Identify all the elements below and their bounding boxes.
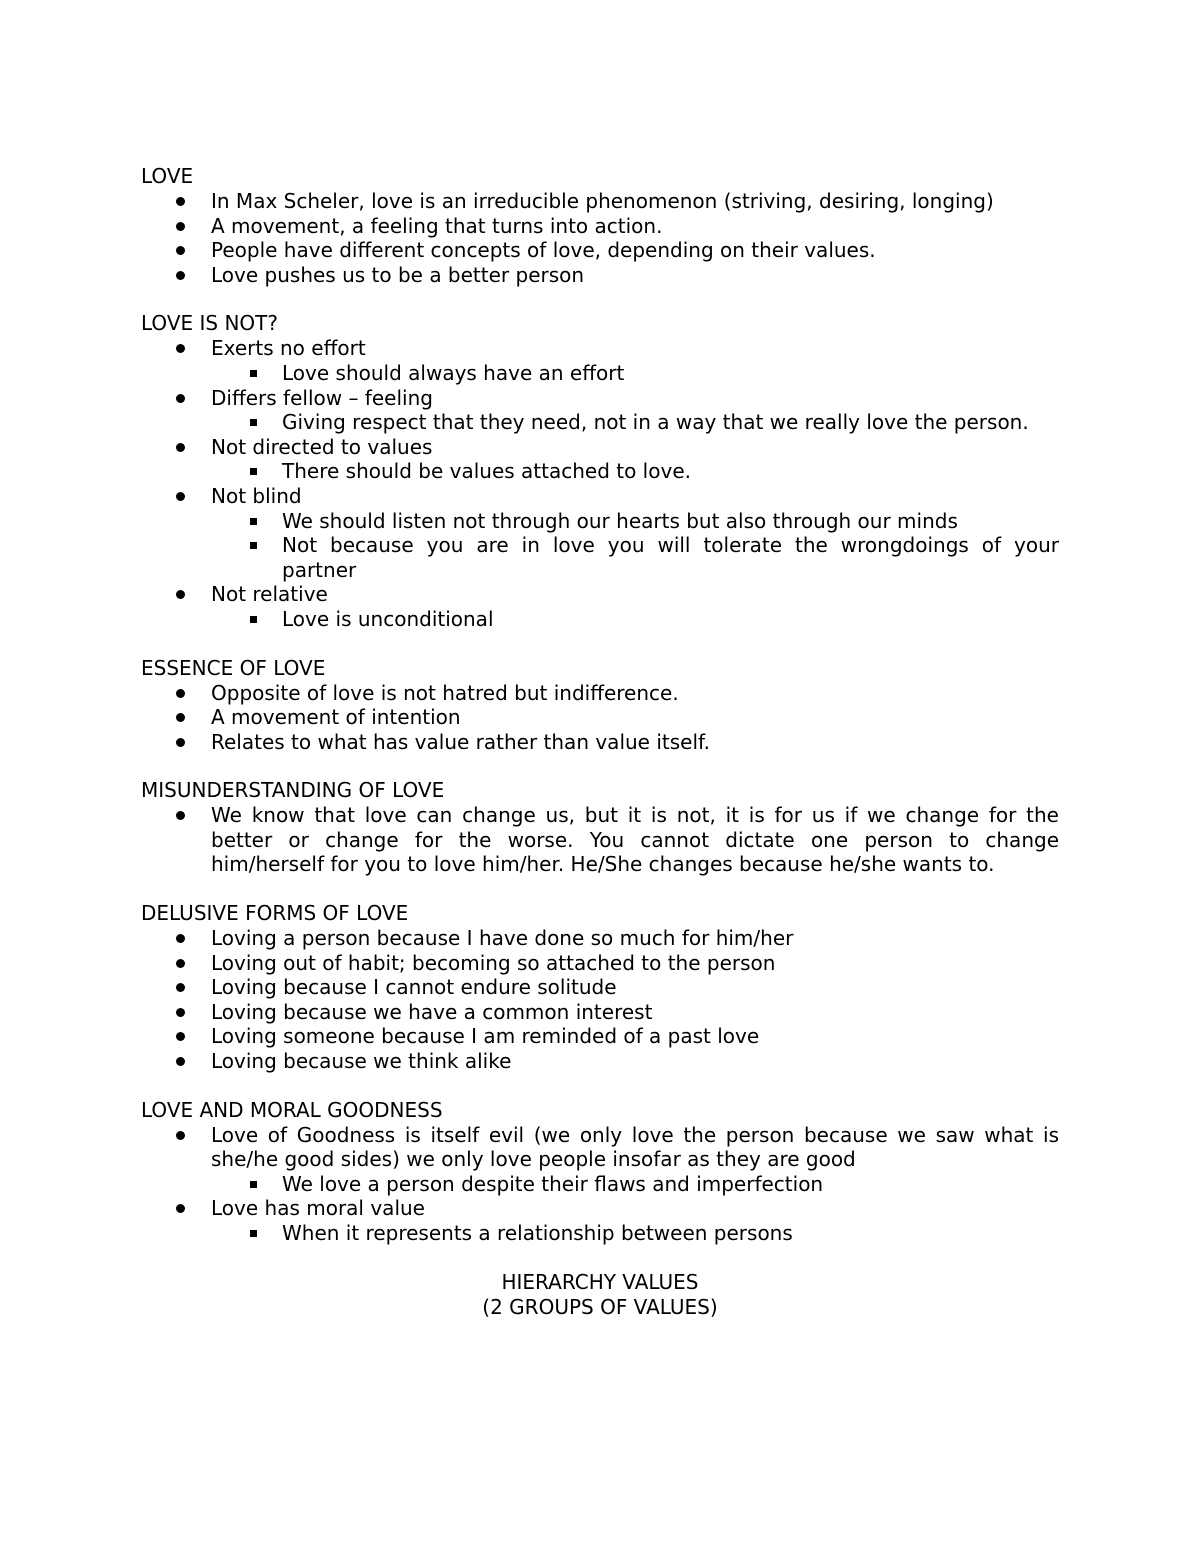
bullet-icon [176,934,185,943]
sub-list [141,607,1059,632]
bullet-icon [176,394,185,403]
list-item: A movement of intention [141,705,1059,730]
list-item: Relates to what has value rather than value itself. [141,730,1059,755]
section-heading: ESSENCE OF LOVE [141,655,326,680]
list-item: Not directed to values There should be values attached to love. [141,435,1059,484]
section-heading: LOVE [141,164,194,188]
list-item: Not relative Love is unconditional [141,582,1059,631]
bullet-icon [176,1131,185,1140]
bullet-icon [176,1032,185,1041]
hierarchy-subtitle: (2 GROUPS OF VALUES) [482,1294,718,1319]
list-item: Loving because we think alike [141,1049,1059,1074]
list-item: Loving out of habit; becoming so attached to the person [141,951,1059,976]
list-item: Love has moral value When it represents a relationship between persons [141,1196,1059,1245]
list-item: People have different concepts of love, depending on their values. [141,238,1059,263]
sub-list-item: Not because you are in love you will tolerate the wrongdoings of your partner [211,533,1059,582]
list-item: Loving because I cannot endure solitude [141,975,1059,1000]
square-bullet-icon [250,518,257,525]
bullet-icon [176,222,185,231]
document-page [141,164,1059,1320]
sub-list-item: Love is unconditional [211,607,1059,632]
section-heading: MISUNDERSTANDING OF LOVE [141,778,445,803]
bullet-list [141,926,1059,1074]
bullet-icon [176,443,185,452]
bullet-icon [176,1057,185,1066]
list-item: Exerts no effort Love should always have an effort [141,336,1059,385]
bullet-icon [176,246,185,255]
sub-list-item: When it represents a relationship between persons [211,1221,1059,1246]
hierarchy-title: HIERARCHY VALUES [501,1269,699,1294]
section-delusive-forms-of-love [141,901,1059,1074]
bullet-icon [176,1008,185,1017]
sub-list-item: We should listen not through our hearts but also through our minds [211,509,1059,534]
sub-list [141,410,1059,435]
list-item: Loving a person because I have done so much for him/her [141,926,1059,951]
bullet-list [141,1123,1059,1246]
list-item: Not blind We should listen not through our hearts but also through our minds Not because you are in love you will tolerate the wrongdoings of your partner [141,484,1059,582]
list-item: Differs fellow – feeling Giving respect that they need, not in a way that we really love the person. [141,386,1059,435]
bullet-list [141,803,1059,877]
sub-list-item: Giving respect that they need, not in a way that we really love the person. [211,410,1059,435]
list-item: Loving someone because I am reminded of a past love [141,1024,1059,1049]
square-bullet-icon [250,1181,257,1188]
sub-list [141,1172,1059,1197]
section-misunderstanding-of-love [141,778,1059,877]
list-item: Loving because we have a common interest [141,1000,1059,1025]
list-item: Love pushes us to be a better person [141,263,1059,288]
bullet-icon [176,492,185,501]
sub-list-item: There should be values attached to love. [211,459,1059,484]
square-bullet-icon [250,468,257,475]
bullet-list [141,336,1059,631]
section-love-and-moral-goodness [141,1098,1059,1246]
bullet-list [141,681,1059,755]
sub-list-item: Love should always have an effort [211,361,1059,386]
sub-list [141,459,1059,484]
section-love [141,164,1059,287]
section-love-is-not [141,311,1059,631]
section-essence-of-love [141,656,1059,755]
bullet-icon [176,271,185,280]
list-item: Love of Goodness is itself evil (we only love the person because we saw what is she/he good sides) we only love people insofar as they are good We love a person despite their flaws and imperfection [141,1123,1059,1197]
section-hierarchy-values [141,1270,1059,1320]
sub-list [141,1221,1059,1246]
bullet-icon [176,689,185,698]
square-bullet-icon [250,370,257,377]
square-bullet-icon [250,1230,257,1237]
square-bullet-icon [250,616,257,623]
bullet-icon [176,713,185,722]
list-item: A movement, a feeling that turns into action. [141,214,1059,239]
bullet-icon [176,590,185,599]
section-heading: LOVE AND MORAL GOODNESS [141,1097,443,1122]
bullet-icon [176,344,185,353]
list-item: In Max Scheler, love is an irreducible phenomenon (striving, desiring, longing) [141,189,1059,214]
list-item: Opposite of love is not hatred but indifference. [141,681,1059,706]
bullet-icon [176,811,185,820]
bullet-icon [176,197,185,206]
bullet-icon [176,1204,185,1213]
sub-list-item: We love a person despite their flaws and imperfection [211,1172,1059,1197]
section-heading: DELUSIVE FORMS OF LOVE [141,901,409,926]
sub-list [141,361,1059,386]
section-heading: LOVE IS NOT? [141,311,278,336]
bullet-icon [176,959,185,968]
sub-list [141,509,1059,583]
square-bullet-icon [250,542,257,549]
square-bullet-icon [250,419,257,426]
bullet-icon [176,738,185,747]
list-item: We know that love can change us, but it is not, it is for us if we change for the better or change for the worse. You cannot dictate one person to change him/herself for you to love him/her. He/She changes because he/she wants to. [141,803,1059,877]
bullet-icon [176,983,185,992]
bullet-list [141,189,1059,287]
